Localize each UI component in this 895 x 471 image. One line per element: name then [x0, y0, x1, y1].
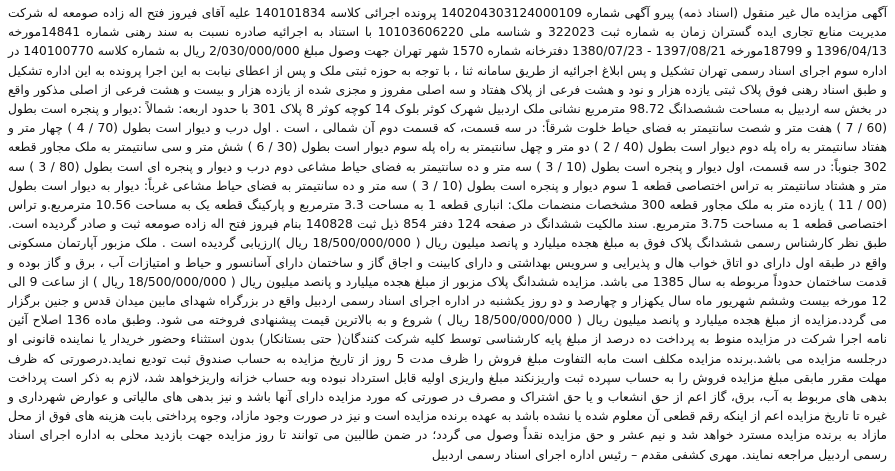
auction-notice-text: آگهی مزایده مال غیر منقول (اسناد ذمه) پیرو آگهی شماره 140204303124000109 پرونده اجرائی کلاسه 140101834 علیه آقای فیروز فتح اله زاده صومعه له شرکت مدیریت منابع تجاری ایده گستران زمان به شماره ثبت 322023 و شناسه ملی 10103606220 با استناد به اجرائیه صادره نسبت به سند رهنی شماره 14841مورخه 1396/04/13 و 18799مورخه 1397/08/21 - 1380/07/23 دفترخانه شماره 1570 شهر تهران جهت وصول مبلغ 2/030/000/000 ریال به شماره کلاسه 140100770 در اداره سوم اجرای اسناد رسمی تهران تشکیل و پس ابلاغ اجرائیه از طریق سامانه ثنا ، با توجه به حوزه ثبتی ملک و پس از اعطای نیابت به این اجرا پرونده به این اداره تشکیل و طبق اسناد رهنی فوق پلاک ثبتی یازده هزار و نود و هشت فرعی از پلاک هفتاد و سه اصلی مفروز و مجزی شده از یازده هزار و بیست و هشت فرعی از اصلی مذکور واقع در بخش سه اردبیل به مساحت ششصدانگ 98.72 مترمربع نشانی ملک اردبیل شهرک کوثر بلوک 14 کوچه کوثر 8 پلاک 301 با حدود اربعه: شمالاً :دیوار و پنجره است بطول (60 / 7 ) هفت متر و شصت سانتیمتر به فضای حیاط خلوت شرقاً: در سه قسمت، که قسمت دوم آن شمالی ، است . اول درب و دیوار است بطول (70 / 4 ) چهار متر و هفتاد سانتیمتر به راه پله دوم دیوار است بطول (40 / 2 ) دو متر و چهل سانتیمتر به راه پله سوم دیوار است بطول (30 / 6 ) شش متر و سی سانتیمتر به ملک مجاور قطعه 302 جنوباً: در سه قسمت، اول دیوار و پنجره است بطول (10 / 3 ) سه متر و ده سانتیمتر به فضای حیاط مشاعی دوم درب و دیوار و پنجره ای است بطول (80 / 3 ) سه متر و هشتاد سانتیمتر به تراس اختصاصی قطعه 1 سوم دیوار و پنجره است بطول (10 / 3 ) سه متر و ده سانتیمتر به فضای حیاط مشاعی غرباً: دیوار به دیوار است بطول (00 / 11 ) یازده متر به ملک مجاور قطعه 300 مشخصات منضمات ملک: انباری قطعه 1 به مساحت 3.3 مترمربع و پارکینگ قطعه یک به مساحت 10.56 مترمربع.و تراس اختصاصی قطعه 1 به مساحت 3.75 مترمربع. سند مالکیت ششدانگ در صفحه 124 دفتر 854 ذیل ثبت 140828 بنام فیروز فتح اله زاده صومعه ثبت و صادر گردیده است. طبق نظر کارشناس رسمی ششدانگ پلاک فوق به مبلغ هجده میلیارد و پانصد میلیون ریال ( 18/500/000/000 ریال )ارزیابی گردیده است . ملک مزبور آپارتمان مسکونی واقع در طبقه اول دارای دو اتاق خواب هال و پذیرایی و سرویس بهداشتی و دارای کابینت و اجاق گاز و ساختمان دارای آسانسور و حیاط و امتیازات آب ، برق و گاز بوده و قدمت ساختمان حدوداً مربوطه به سال 1385 می باشد. مزایده ششدانگ پلاک مزبور از مبلغ هجده میلیارد و پانصد میلیون ریال ( 18/500/000/000 ریال ) از ساعت 9 الی 12 مورخه بیست وششم شهریور ماه سال یکهزار و چهارصد و دو روز یکشنبه در اداره اجرای اسناد رسمی اردبیل واقع در بزرگراه شهدای مابین میدان قدس و جنین برگزار می گردد.مزایده از مبلغ هجده میلیارد و پانصد میلیون ریال ( 18/500/000/000 ریال ) شروع و به بالاترین قیمت پیشنهادی فروخته می شود. وطبق ماده 136 اصلاح آئین نامه اجرا شرکت در مزایده منوط به پرداخت ده درصد از مبلغ پایه کارشناسی توسط کلیه شرکت کنندگان( حتی بستانکار) بدون استثناء وحضور خریدار یا نماینده قانونی او درجلسه مزایده می باشد.برنده مزایده مکلف است مابه التفاوت مبلغ فروش را ظرف مدت 5 روز از تاریخ مزایده به حساب صندوق ثبت تودیع نماید.درصورتی که ظرف مهلت مقرر مابقی مبلغ مزایده فروش را به حساب سپرده ثبت واریزنکند مبلغ واریزی اولیه قابل استرداد نبوده وبه حساب خزانه واریزخواهد شد، لازم به ذکر است پرداخت بدهی های مربوط به آب، برق، گاز اعم از حق انشعاب و یا حق اشتراک و مصرف در صورتی که مورد مزایده دارای آنها باشد و نیز بدهی های مالیاتی و عوارض شهرداری و غیره تا تاریخ مزایده اعم از اینکه رقم قطعی آن معلوم شده یا نشده باشد به عهده برنده مزایده است و نیز در صورت وجود مازاد، وجوه پرداختی بابت هزینه های فوق از محل مازاد به برنده مزایده مسترد خواهد شد و نیم عشر و حق مزایده نقداً وصول می گردد؛ در ضمن طالبین می توانند تا روز مزایده جهت بازدید محلی به اداره اجرای اسناد رسمی اردبیل مراجعه نمایند. مهری کشفی مقدم – رئیس اداره اجرای اسناد رسمی اردبیل	[8, 6, 888, 462]
